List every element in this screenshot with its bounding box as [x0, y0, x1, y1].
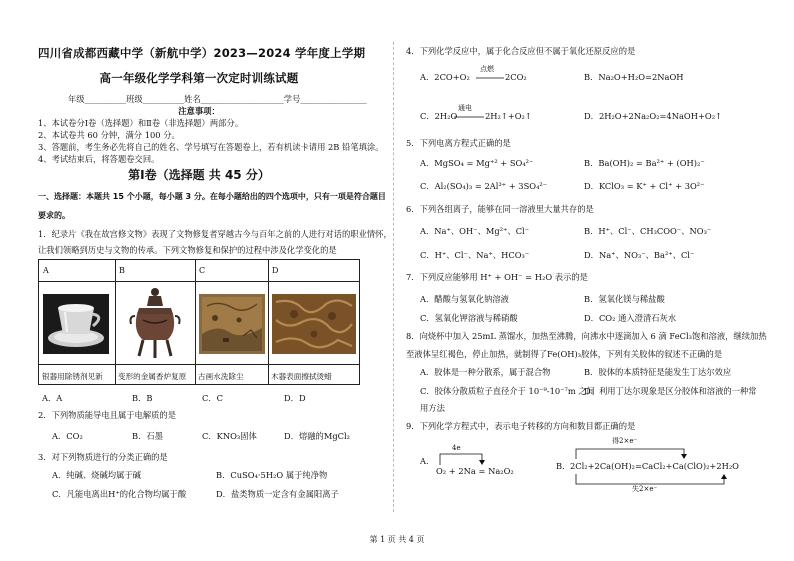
cell-label-d: D [272, 266, 279, 275]
question-5-stem: 5．下列电离方程式正确的是 [406, 138, 511, 148]
q7-option-c: C．氢氧化钾溶液与稀硝酸 [420, 313, 518, 323]
electron-gain-bracket [574, 446, 694, 460]
q5-option-d: D．KClO₃ = K⁺ + Cl⁺ + 3O²⁻ [584, 181, 705, 191]
notice-item: 4、考试结束后，将答题卷交回。 [38, 154, 160, 164]
cell-label-b: B [119, 266, 125, 275]
q8-option-d: D．利用丁达尔现象是区分胶体和溶液的一种常 [584, 386, 757, 396]
cell-label-c: C [199, 266, 206, 275]
q9-b-gain-label: 得2×e⁻ [612, 437, 638, 445]
q9-a-equation: O₂ + 2Na = Na₂O₂ [436, 466, 514, 476]
q7-option-d: D．CO₂ 通入澄清石灰水 [584, 313, 677, 323]
exam-title-line1: 四川省成都西藏中学（新航中学）2023—2024 学年度上学期 [38, 46, 366, 60]
electron-transfer-bracket [438, 452, 486, 466]
q9-b-equation: 2Cl₂+2Ca(OH)₂=CaCl₂+Ca(ClO)₂+2H₂O [570, 461, 739, 471]
q3-option-b: B．CuSO₄·5H₂O 属于纯净物 [216, 470, 328, 480]
q8-option-c: C．胶体分散质粒子直径介于 10⁻⁹-10⁻⁷m 之间 [420, 386, 595, 396]
q2-option-b: B．石墨 [132, 431, 163, 441]
q3-option-c: C．凡能电离出H⁺的化合物均属于酸 [52, 489, 187, 499]
q6-option-c: C．H⁺、Cl⁻、Na⁺、HCO₃⁻ [420, 250, 530, 260]
reaction-arrow [476, 76, 504, 80]
cell-caption-a: 银器用除锈剂见新 [42, 372, 103, 381]
q2-option-a: A．CO₂ [52, 431, 83, 441]
q1-option-a: A．A [42, 393, 63, 403]
q4-option-d: D．2H₂O+2Na₂O₂=4NaOH+O₂↑ [584, 111, 722, 121]
notice-title: 注意事项： [178, 106, 220, 116]
notice-item: 3、答题前，考生务必先将自己的姓名、学号填写在答题卷上，若有机读卡请用 2B 铅笔填涂。 [38, 142, 384, 152]
artifact-table [38, 259, 360, 385]
q1-option-c: C．C [202, 393, 223, 403]
student-info-line: 年级__________班级__________姓名____________________学号________________ [68, 94, 367, 104]
q6-option-a: A．Na⁺、OH⁻、Mg²⁺、Cl⁻ [420, 226, 530, 236]
q4-option-b: B．Na₂O+H₂O=2NaOH [584, 72, 684, 82]
q8-option-d-continued: 用方法 [420, 403, 445, 413]
q4-condition-c: 通电 [458, 104, 472, 112]
q4-condition-a: 点燃 [480, 65, 494, 73]
q7-option-b: B．氢氧化镁与稀盐酸 [584, 294, 665, 304]
q5-option-a: A．MgSO₄ = Mg⁺² + SO₄²⁻ [420, 158, 534, 168]
q2-option-d: D．熔融的MgCl₂ [284, 431, 350, 441]
q1-option-d: D．D [284, 393, 306, 403]
notice-item: 2、本试卷共 60 分钟，满分 100 分。 [38, 130, 180, 140]
section-instruction: 一、选择题：本题共 15 个小题，每小题 3 分。在每小题给出的四个选项中，只有一项是符合题目 [38, 192, 386, 201]
question-8-stem: 8．向烧杯中加入 25mL 蒸馏水，加热至沸腾，向沸水中逐滴加入 6 滴 FeCl₃饱和溶液，继续加热 [406, 331, 767, 341]
q6-option-d: D．Na⁺、NO₃⁻、Ba²⁺、Cl⁻ [584, 250, 695, 260]
cell-caption-d: 木器表面擦拭烫蜡 [271, 372, 332, 381]
q9-a-electron-label: 4e [452, 444, 461, 452]
q8-option-a: A．胶体是一种分散系，属于混合物 [420, 367, 551, 377]
q7-option-a: A．醋酸与氢氧化钠溶液 [420, 294, 509, 304]
q8-option-b: B．胶体的本质特征是能发生丁达尔效应 [584, 367, 732, 377]
question-8-stem: 至液体呈红褐色，停止加热，就制得了Fe(OH)₃胶体，下列有关胶体的叙述不正确的是 [406, 349, 723, 359]
ancient-painting-image [199, 294, 265, 354]
q4-option-c: C．2H₂O [420, 111, 458, 121]
column-divider [393, 42, 394, 512]
q4-option-c-product: 2H₂↑+O₂↑ [485, 111, 532, 121]
silver-cup-image [43, 294, 109, 354]
cell-label-a: A [43, 266, 49, 275]
q5-option-c: C．Al₂(SO₄)₃ = 2Al³⁺ + 3SO₄²⁻ [420, 181, 548, 191]
q3-option-a: A．纯碱、烧碱均属于碱 [52, 470, 141, 480]
q9-option-b-label: B． [556, 461, 571, 471]
q2-option-c: C．KNO₃固体 [202, 431, 257, 441]
q3-option-d: D．盐类物质一定含有金属阳离子 [216, 489, 339, 499]
reaction-arrow [454, 115, 484, 119]
cell-caption-b: 变形的金属香炉复原 [118, 372, 187, 381]
section-title: 第Ⅰ卷（选择题 共 45 分） [128, 168, 270, 182]
cell-caption-c: 古画水洗除尘 [198, 372, 244, 381]
q4-option-a-product: 2CO₂ [505, 72, 527, 82]
wood-carving-image [272, 294, 356, 354]
notice-item: 1、本试卷分Ⅰ卷（选择题）和Ⅱ卷（非选择题）两部分。 [38, 118, 244, 128]
question-3-stem: 3．对下列物质进行的分类正确的是 [38, 452, 168, 462]
exam-title-line2: 高一年级化学学科第一次定时训练试题 [99, 71, 299, 85]
q5-option-b: B．Ba(OH)₂ = Ba²⁺ + (OH)₂⁻ [584, 158, 705, 168]
q6-option-b: B．H⁺、Cl⁻、CH₃COO⁻、NO₃⁻ [584, 226, 712, 236]
q1-option-b: B．B [132, 393, 153, 403]
q9-b-loss-label: 失2×e⁻ [632, 485, 658, 493]
q4-option-a: A．2CO+O₂ [420, 72, 470, 82]
section-instruction: 要求的。 [38, 211, 70, 220]
question-9-stem: 9．下列化学方程式中，表示电子转移的方向和数目都正确的是 [406, 421, 636, 431]
question-2-stem: 2．下列物质能导电且属于电解质的是 [38, 410, 177, 420]
question-1-stem: 1．纪录片《我在故宫修文物》表现了文物修复者穿越古今与百年之前的人进行对话的职业情怀， [38, 229, 392, 239]
question-6-stem: 6．下列各组离子，能够在同一溶液里大量共存的是 [406, 204, 594, 214]
bronze-censer-image [129, 286, 181, 360]
page-footer: 第 1 页 共 4 页 [369, 535, 425, 544]
q9-option-a-label: A． [420, 456, 435, 466]
question-1-stem: 让我们领略到历史与文物的传承。下列文物修复和保护的过程中涉及化学变化的是 [38, 245, 337, 255]
question-4-stem: 4．下列化学反应中，属于化合反应但不属于氧化还原反应的是 [406, 46, 636, 56]
question-7-stem: 7．下列反应能够用 H⁺ + OH⁻ = H₂O 表示的是 [406, 272, 588, 282]
